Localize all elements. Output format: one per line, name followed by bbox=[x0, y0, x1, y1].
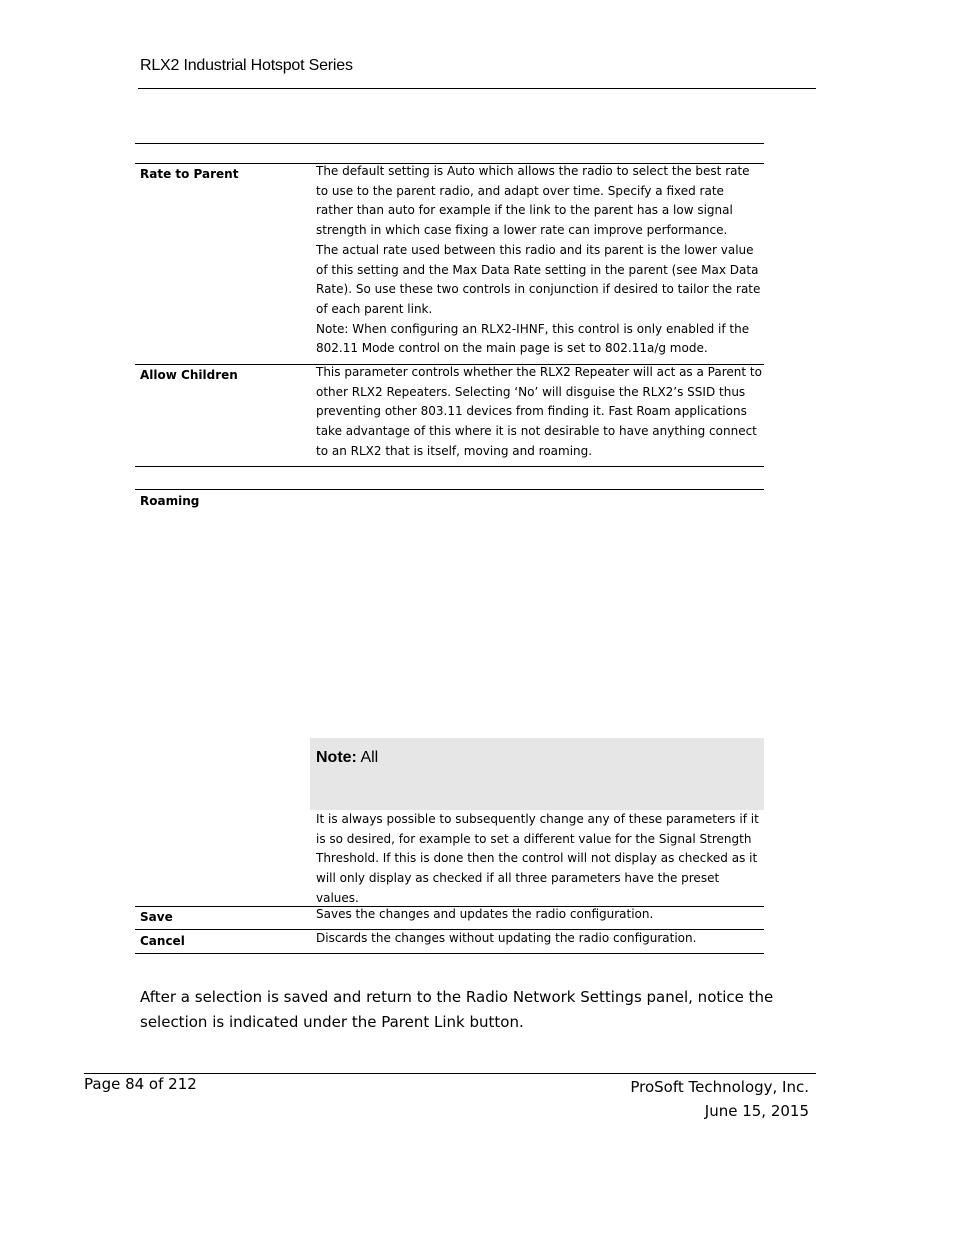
note-text bbox=[316, 749, 378, 767]
publication-date: June 15, 2015 bbox=[704, 1102, 809, 1120]
table-row-rule bbox=[135, 466, 764, 467]
row-desc-save bbox=[316, 905, 762, 925]
running-header: RLX2 Industrial Hotspot Series bbox=[140, 57, 353, 74]
desc-paragraph: The default setting is Auto which allows the radio to select the best rate to use to the parent radio, and adapt over time. Specify a fixed rate rather than auto for example if the link to the parent has a low signal strength in which case fixing a lower rate can improve performance. bbox=[316, 164, 750, 238]
row-desc-roaming bbox=[316, 810, 762, 909]
row-desc-rate-to-parent bbox=[316, 162, 762, 359]
row-desc-allow-children bbox=[316, 363, 762, 462]
row-label-allow-children: Allow Children bbox=[140, 368, 238, 382]
row-desc-cancel bbox=[316, 929, 762, 949]
table-bottom-rule bbox=[135, 953, 764, 954]
body-paragraph: After a selection is saved and return to the Radio Network Settings panel, notice the selection is indicated under the Parent Link button. bbox=[140, 988, 774, 1031]
footer-rule bbox=[84, 1073, 816, 1074]
page-number: Page 84 of 212 bbox=[84, 1075, 197, 1093]
desc-paragraph: Saves the changes and updates the radio configuration. bbox=[316, 907, 654, 921]
desc-paragraph: This parameter controls whether the RLX2 Repeater will act as a Parent to other RLX2 Repeaters. Selecting ‘No’ will disguise the RLX2’s SSID thus preventing other 803.11 devices from finding it. Fast Roam applications take advantage of this where it is not desirable to have anything connect to an RLX2 that is itself, moving and roaming. bbox=[316, 365, 762, 458]
desc-paragraph: Discards the changes without updating the radio configuration. bbox=[316, 931, 697, 945]
desc-paragraph: Note: When configuring an RLX2-IHNF, this control is only enabled if the 802.11 Mode control on the main page is set to 802.11a/g mode. bbox=[316, 321, 750, 356]
desc-paragraph: It is always possible to subsequently change any of these parameters if it is so desired, for example to set a different value for the Signal Strength Threshold. If this is done then the control will not display as checked as it will only display as checked if all three parameters have the preset values. bbox=[316, 812, 759, 905]
desc-paragraph: The actual rate used between this radio and its parent is the lower value of this setting and the Max Data Rate setting in the parent (see Max Data Rate). So use these two controls in conjunction if desired to tailor the rate of each parent link. bbox=[316, 242, 761, 316]
footer-company-block bbox=[630, 1075, 809, 1123]
row-label-rate-to-parent: Rate to Parent bbox=[140, 167, 239, 181]
row-label-roaming: Roaming bbox=[140, 494, 200, 508]
company-name: ProSoft Technology, Inc. bbox=[630, 1078, 809, 1096]
table-top-rule bbox=[135, 143, 764, 144]
note-box bbox=[310, 738, 764, 810]
note-label: Note: bbox=[316, 749, 357, 766]
row-label-cancel: Cancel bbox=[140, 934, 185, 948]
header-rule bbox=[138, 88, 816, 89]
table-row-rule bbox=[135, 489, 764, 490]
row-label-save: Save bbox=[140, 910, 173, 924]
note-body: All bbox=[356, 749, 379, 766]
